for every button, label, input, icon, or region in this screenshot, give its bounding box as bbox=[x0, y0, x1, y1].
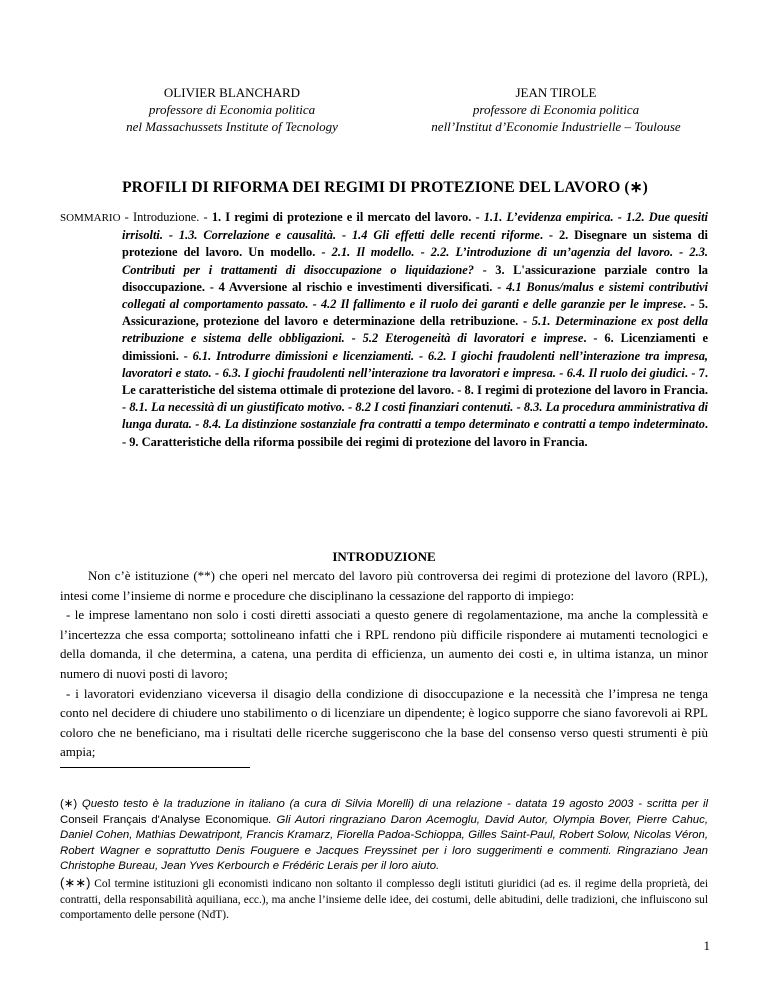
author-role: professore di Economia politica bbox=[148, 102, 316, 117]
fn2-segment: Col termine bbox=[90, 878, 154, 890]
summary-paragraph bbox=[60, 209, 708, 451]
summary-segment: 2.1. Il modello. - 2.2. L’introduzione di un’agenzia del lavoro. - 2.3. Contributi per i trattamenti di disoccupazione o liquidazione? bbox=[122, 245, 708, 277]
author-institution: nel Massachussets Institute of Tecnology bbox=[126, 119, 338, 134]
body-paragraph: - i lavoratori evidenziano viceversa il disagio della condizione di disoccupazione e la necessità che l’impresa ne tenga conto nel decidere di chiudere uno stabilimento o di licenziare un dipendente; è logico supporre che siano favorevoli ai RPL coloro che ne beneficiano, ma i risultati delle ricerche suggeriscono che la base del consenso verso questi strumenti è più ampia; bbox=[60, 685, 708, 760]
summary-segment: . - 5. Assicurazione, protezione del lavoro e determinazione della retribuzione. - bbox=[122, 297, 708, 329]
fn2-segment: (∗∗) bbox=[60, 875, 91, 890]
fn1-segment: (∗) bbox=[60, 798, 82, 810]
summary-body bbox=[121, 210, 708, 449]
summary-segment: . - 6. Licenziamenti e dimissioni. - bbox=[122, 331, 708, 363]
summary-segment: . - 2. Disegnare un sistema di protezione del lavoro. Un modello. - bbox=[122, 228, 708, 260]
summary-segment: - 3. L'assicurazione parziale contro la disoccupazione. - 4 Avversione al rischio e investimenti diversificati. - bbox=[122, 262, 708, 294]
fn2-segment: NdT bbox=[201, 909, 223, 921]
page-number: 1 bbox=[703, 938, 710, 953]
fn1-segment: Questo testo è la traduzione in italiano (a cura di Silvia Morelli) di una relazione - datata 19 agosto 2003 - scritta per il bbox=[81, 798, 709, 810]
author-institution: nell’Institut d’Economie Industrielle – Toulouse bbox=[431, 119, 681, 134]
summary-segment: - Introduzione. - bbox=[120, 210, 212, 224]
author-blanchard bbox=[82, 84, 382, 135]
summary-segment: . - 7. Le caratteristiche del sistema ottimale di protezione del lavoro. - 8. I regimi di protezione del lavoro in Francia. - bbox=[122, 365, 708, 415]
author-name: OLIVIER BLANCHARD bbox=[163, 85, 301, 100]
summary-segment: 8.1. La necessità di un giustificato motivo. - 8.2 I costi finanziari contenuti. - 8.3. La procedura amministrativa di lunga durata. - 8.4. La distinzione sostanziale fra contratti a tempo determinato e contratti a tempo indeterminato bbox=[122, 400, 708, 432]
summary-segment: 1.1. L’evidenza empirica. - 1.2. Due quesiti irrisolti. - 1.3. Correlazione e causalità. - 1.4 Gli effetti delle recenti riforme bbox=[122, 210, 708, 243]
fn2-segment: istituzioni bbox=[153, 878, 199, 890]
fn2-segment: gli economisti indicano non soltanto il complesso degli istituti giuridici (ad es. il regime della proprietà, dei contratti, della responsabilità aquiliana, ecc.), ma anche l’insieme delle idee, dei costumi, delle abitudini, delle tradizioni, che influiscono sul comportamento delle persone ( bbox=[60, 878, 708, 921]
fn1-segment: Conseil Français d'Analyse Economique bbox=[60, 813, 269, 826]
fn1-segment: . Gli Autori ringraziano Daron Acemoglu, David Autor, Olympia Bover, Pierre Cahuc, Daniel Cohen, Mathias Dewatripont, Francis Kramarz, Fiorella Padoa-Schioppa, Gilles Saint-Paul, Robert Solow, Nicolas Véron, Robert Wagner e soprattutto Denis Fouguere e Jacques Freyssinet per i loro suggerimenti e commenti. Ringraziano Jean Christophe Bureau, Jean Yves Kerbourch e Frédéric Lerais per il loro aiuto. bbox=[60, 813, 708, 872]
author-name: JEAN TIROLE bbox=[515, 85, 597, 100]
footnote-separator bbox=[60, 767, 250, 768]
summary-label: SOMMARIO bbox=[60, 212, 121, 224]
body-paragraph: Non c’è istituzione (**) che operi nel mercato del lavoro più controversa dei regimi di protezione del lavoro (RPL), intesi come l’insieme di norme e procedure che disciplinano la cessazione del rapporto di impiego: bbox=[60, 568, 708, 603]
author-block bbox=[60, 84, 720, 135]
summary bbox=[60, 209, 708, 451]
section-heading-introduzione: INTRODUZIONE bbox=[332, 549, 436, 564]
author-role: professore di Economia politica bbox=[472, 102, 640, 117]
footnote-1 bbox=[60, 797, 708, 875]
summary-segment: 4.1 Bonus/malus e sistemi contributivi collegati al comportamento passato. - 4.2 Il fallimento e il ruolo dei garanti e delle garanzie per le imprese bbox=[122, 279, 708, 312]
footnote-2 bbox=[60, 875, 708, 924]
summary-segment: . - 9. Caratteristiche della riforma possibile dei regimi di protezione del lavoro in Francia. bbox=[122, 417, 708, 449]
author-tirole bbox=[396, 84, 716, 135]
body-text bbox=[60, 566, 708, 762]
fn2-segment: ). bbox=[222, 909, 229, 921]
document-title: PROFILI DI RIFORMA DEI REGIMI DI PROTEZIONE DEL LAVORO (∗) bbox=[122, 179, 648, 196]
body-paragraph: - le imprese lamentano non solo i costi diretti associati a questo genere di regolamentazione, ma anche la complessità e l’incertezza che essa comporta; sottolineano infatti che i RPL rendono più difficile rispondere ai mutamenti tecnologici e della domanda, il che determina, a catena, una perdita di efficienza, un aumento dei costi e, in ultima istanza, un minor numero di nuovi posti di lavoro; bbox=[60, 607, 708, 681]
summary-segment: 6.1. Introdurre dimissioni e licenziamenti. - 6.2. I giochi fraudolenti nell’interazione tra impresa, lavoratori e stato. - 6.3. I giochi fraudolenti nell’interazione tra lavoratori e impresa. - 6.4. Il ruolo dei giudici bbox=[122, 348, 708, 380]
summary-segment: 1. I regimi di protezione e il mercato del lavoro. - bbox=[211, 210, 484, 224]
summary-segment: 5.1. Determinazione ex post della retribuzione e sistema delle obbligazioni. - 5.2 Eterogeneità di lavoratori e imprese bbox=[122, 314, 708, 346]
